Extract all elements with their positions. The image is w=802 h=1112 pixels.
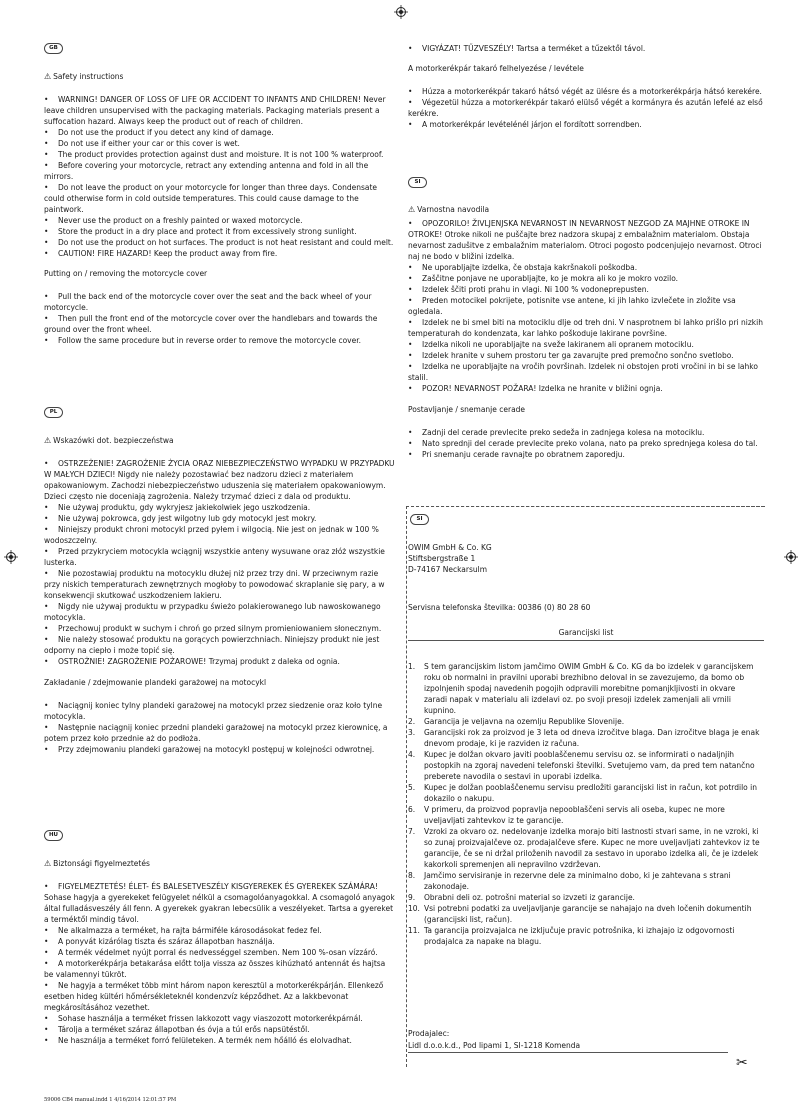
print-footer: 59006 CB4 manual.indd 1 4/16/2014 12:01:57 PM: [44, 1097, 177, 1103]
list-item: [44, 623, 396, 634]
list-item-text: Pull the back end of the motorcycle cover over the seat and the back wheel of your motorcycle.: [44, 292, 372, 312]
list-item: [44, 958, 396, 980]
list-item-text: POZOR! NEVARNOST POŽARA! Izdelka ne hranite v bližini ognja.: [422, 384, 663, 393]
guarantee-term: [408, 804, 760, 826]
bullet-icon: •: [44, 926, 49, 935]
list-item-text: Ne használja a terméket forró felületeken. A termék nem hőálló és elolvadhat.: [58, 1036, 352, 1045]
list-item: [44, 127, 396, 138]
bullet-icon: •: [44, 948, 49, 957]
bullet-icon: •: [408, 439, 413, 448]
language-badge-si-guarantee: SI: [410, 514, 429, 525]
list-item-text: Húzza a motorkerékpár takaró hátsó végét az ülésre és a motorkerékpárja hátsó kerekére.: [422, 87, 762, 96]
term-text: Vsi potrebni podatki za uveljavljanje garancije se nahajajo na dveh ločenih dokumentih (garancijski list, račun).: [424, 904, 752, 924]
list-item: [44, 237, 396, 248]
bullet-icon: •: [44, 292, 49, 301]
list-item-text: FIGYELMEZTETÉS! ÉLET- ÉS BALESETVESZÉLY KISGYEREKEK ÉS GYEREKEK SZÁMÁRA! Sohase hagyja a gyerekeket felügyelet nélkül a csomagolóanyagokkal. A csomagoló anyagok által fulladásveszély áll fenn. A gyerekek gyakran lebecsülik a veszélyeket. Tartsa a gyereket a terméktől mindig távol.: [44, 882, 395, 924]
term-text: S tem garancijskim listom jamčimo OWIM GmbH & Co. KG da bo izdelek v garancijskem roku ob normalni in pravilni uporabi brezhibno deloval in se zavezujemo, da bomo ob izpolnjenih spodaj navedenih pogojih odpravili morebitne pomanjkljivosti in okvare zaradi napak v materialu ali izdelavi oz. po svoji presoji izdelek zamenjali ali vrnili kupnino.: [424, 662, 754, 715]
si-putting-list: [408, 427, 764, 460]
term-number: 10.: [408, 904, 420, 913]
list-item: [44, 722, 396, 744]
pl-safety-list: [44, 458, 396, 667]
list-item: [408, 295, 764, 317]
list-item-text: Przechowuj produkt w suchym i chroń go przed silnym promieniowaniem słonecznym.: [58, 624, 382, 633]
bullet-icon: •: [44, 314, 49, 323]
list-item: [44, 215, 396, 226]
bullet-icon: •: [44, 249, 49, 258]
warning-icon: ⚠: [44, 859, 52, 868]
term-text: Garancija je veljavna na ozemlju Republike Slovenije.: [424, 717, 625, 726]
bullet-icon: •: [44, 139, 49, 148]
term-number: 8.: [408, 871, 416, 880]
list-item: [44, 925, 396, 936]
list-item: [44, 502, 396, 513]
hu-section: [44, 858, 396, 1046]
hu-safety-list: [44, 881, 396, 1046]
list-item-text: Nato sprednji del cerade prevlecite preko volana, nato pa preko sprednjega kolesa do tal.: [422, 439, 758, 448]
list-item: [44, 1013, 396, 1024]
bullet-icon: •: [44, 624, 49, 633]
registration-mark-right: [784, 549, 798, 563]
term-number: 4.: [408, 750, 416, 759]
bullet-icon: •: [44, 981, 49, 990]
language-badge-hu: HU: [44, 830, 63, 841]
bullet-icon: •: [44, 95, 49, 104]
bullet-icon: •: [44, 745, 49, 754]
guarantee-term: [408, 727, 760, 749]
bullet-icon: •: [408, 87, 413, 96]
bullet-icon: •: [44, 1025, 49, 1034]
gb-section: [44, 71, 396, 346]
scissors-icon: ✂: [736, 1055, 748, 1071]
pl-putting-title: Zakładanie / zdejmowanie plandeki garażowej na motocykl: [44, 678, 267, 687]
list-item-text: Przy zdejmowaniu plandeki garażowej na motocykl postępuj w kolejności odwrotnej.: [58, 745, 375, 754]
guarantee-term: [408, 870, 760, 892]
bullet-icon: •: [44, 183, 49, 192]
guarantee-title-underline: [408, 640, 764, 641]
guarantee-term: [408, 903, 760, 925]
list-item: [408, 339, 764, 350]
list-item-text: Ne hagyja a terméket több mint három napon keresztül a motorkerékpárján. Ellenkező esetben hideg kültéri hőmérsékleteknél kondenzvíz képződhet. Az a lakkbevonat megkárosításához vezethet.: [44, 981, 384, 1012]
list-item: [408, 273, 764, 284]
term-text: Vzroki za okvaro oz. nedelovanje izdelka morajo biti lastnosti stvari same, in ne vzroki, ki so zunaj proizvajalčeve oz. prodajalčeve sfere. Kupec ne more uveljavljati zahtevkov iz te garancije, če se ni držal priloženih navodil za sestavo in uporabo izdelka ali, če je izdelek kakorkoli spremenjen ali nepravilno vzdrževan.: [424, 827, 760, 869]
right-column: [408, 0, 764, 1090]
registration-mark-top: [394, 4, 408, 18]
bullet-icon: •: [408, 98, 413, 107]
service-phone: Servisna telefonska številka: 00386 (0) 80 28 60: [408, 603, 591, 612]
list-item: [44, 94, 396, 127]
list-item-text: A termék védelmet nyújt porral és nedvességgel szemben. Nem 100 %-osan vízzáró.: [58, 948, 378, 957]
hu-putting-title: A motorkerékpár takaró felhelyezése / levétele: [408, 64, 584, 73]
producer-label: Prodajalec:: [408, 1029, 450, 1038]
list-item-text: Never use the product on a freshly painted or waxed motorcycle.: [58, 216, 303, 225]
list-item: [44, 546, 396, 568]
guarantee-term: [408, 892, 760, 903]
bullet-icon: •: [44, 882, 49, 891]
bullet-icon: •: [408, 274, 413, 283]
list-item: [408, 449, 764, 460]
list-item-text: Izdelek hranite v suhem prostoru ter ga zavarujte pred premočno sončno svetlobo.: [422, 351, 734, 360]
registration-mark-left: [4, 549, 18, 563]
list-item-text: Before covering your motorcycle, retract any extending antenna and fold in all the mirrors.: [44, 161, 369, 181]
guarantee-terms-list: [408, 661, 760, 947]
si-putting-title: Postavljanje / snemanje cerade: [408, 405, 526, 414]
hu-continued: [408, 43, 764, 130]
bullet-icon: •: [44, 569, 49, 578]
bullet-icon: •: [408, 428, 413, 437]
list-item-text: Preden motocikel pokrijete, potisnite vse antene, ki jih lahko izvlečete in zložite vsa ogledala.: [408, 296, 736, 316]
guarantee-term: [408, 749, 760, 782]
list-item: [44, 291, 396, 313]
list-item-text: CAUTION! FIRE HAZARD! Keep the product away from fire.: [58, 249, 278, 258]
gb-safety-list: [44, 94, 396, 259]
producer-address: Lidl d.o.o.k.d., Pod lipami 1, SI-1218 Komenda: [408, 1041, 581, 1050]
list-item-text: Végezetül húzza a motorkerékpár takaró elülső végét a kormányra és azután lefelé az első kerékre.: [408, 98, 763, 118]
list-item: [44, 1024, 396, 1035]
list-item-text: Store the product in a dry place and protect it from excessively strong sunlight.: [58, 227, 357, 236]
list-item: [44, 513, 396, 524]
list-item: [44, 138, 396, 149]
bullet-icon: •: [44, 657, 49, 666]
list-item-text: Do not use the product if you detect any kind of damage.: [58, 128, 274, 137]
bullet-icon: •: [44, 937, 49, 946]
list-item-text: Przed przykryciem motocykla wciągnij wszystkie anteny wysuwane oraz złóż wszystkie lusterka.: [44, 547, 385, 567]
list-item: [408, 97, 764, 119]
term-text: Garancijski rok za proizvod je 3 leta od dneva izročitve blaga. Dan izročitve blaga je enak dnevom prodaje, ki je razviden iz računa.: [424, 728, 760, 748]
list-item: [44, 248, 396, 259]
list-item: [44, 335, 396, 346]
term-text: Kupec je dolžan okvaro javiti pooblaščenemu servisu oz. se informirati o nadaljnjih postopkih na zgoraj navedeni telefonski številki. Svetujemo vam, da pred tem natančno preberete navodila o sestavi in uporabi izdelka.: [424, 750, 755, 781]
bullet-icon: •: [44, 227, 49, 236]
bullet-icon: •: [44, 1036, 49, 1045]
list-item-text: Nigdy nie używaj produktu w przypadku świeżo polakierowanego lub nawoskowanego motocykla.: [44, 602, 381, 622]
list-item: [44, 947, 396, 958]
list-item: [408, 361, 764, 383]
term-number: 7.: [408, 827, 416, 836]
guarantee-term: [408, 925, 760, 947]
list-item: [408, 284, 764, 295]
bullet-icon: •: [408, 362, 413, 371]
language-badge-pl: PL: [44, 407, 63, 418]
list-item: [44, 160, 396, 182]
bullet-icon: •: [44, 723, 49, 732]
warning-icon: ⚠: [44, 436, 52, 445]
guarantee-term: [408, 782, 760, 804]
list-item: [44, 744, 396, 755]
bullet-icon: •: [44, 514, 49, 523]
list-item-text: A motorkerékpárja betakarása előtt tolja vissza az összes kihúzható antennát és hajtsa be valamennyi tükröt.: [44, 959, 386, 979]
warning-icon: ⚠: [44, 72, 52, 81]
list-item: [408, 438, 764, 449]
list-item-text: Nie używaj produktu, gdy wykryjesz jakiekolwiek jego uszkodzenia.: [58, 503, 311, 512]
bullet-icon: •: [44, 635, 49, 644]
list-item: [44, 568, 396, 601]
bullet-icon: •: [408, 318, 413, 327]
bullet-icon: •: [44, 602, 49, 611]
warning-icon: ⚠: [408, 205, 416, 214]
list-item: [408, 218, 764, 262]
pl-section: [44, 435, 396, 755]
list-item-text: Ne uporabljajte izdelka, če obstaja kakršnakoli poškodba.: [422, 263, 638, 272]
list-item: [44, 458, 396, 502]
term-number: 9.: [408, 893, 416, 902]
list-item: [44, 881, 396, 925]
bullet-icon: •: [408, 384, 413, 393]
si-safety-list: [408, 218, 764, 394]
bullet-icon: •: [408, 450, 413, 459]
term-number: 1.: [408, 662, 416, 671]
list-item-text: Zaščitne ponjave ne uporabljajte, ko je mokra ali ko je mokro vozilo.: [422, 274, 679, 283]
list-item-text: Ne alkalmazza a terméket, ha rajta bármiféle károsodásokat fedez fel.: [58, 926, 322, 935]
list-item: [44, 601, 396, 623]
bullet-icon: •: [44, 547, 49, 556]
bullet-icon: •: [44, 128, 49, 137]
list-item-text: Nie pozostawiaj produktu na motocyklu dłużej niż przez trzy dni. W przeciwnym razie przy niskich temperaturach zewnętrznych mogłoby to powodować skraplanie się pary, a w konsekwencji skutkować uszkodzeniem lakieru.: [44, 569, 385, 600]
bullet-icon: •: [408, 285, 413, 294]
bullet-icon: •: [44, 150, 49, 159]
guarantee-term: [408, 826, 760, 870]
list-item-text: A ponyvát kizárólag tiszta és száraz állapotban használja.: [58, 937, 275, 946]
list-item: [44, 700, 396, 722]
bullet-icon: •: [44, 701, 49, 710]
gb-safety-title: ⚠ Safety instructions: [44, 72, 124, 81]
list-item: [44, 936, 396, 947]
gb-putting-list: [44, 291, 396, 346]
company-city: D-74167 Neckarsulm: [408, 565, 488, 574]
term-number: 5.: [408, 783, 416, 792]
language-badge-si: SI: [408, 177, 427, 188]
pl-putting-list: [44, 700, 396, 755]
list-item: [408, 262, 764, 273]
term-number: 2.: [408, 717, 416, 726]
bullet-icon: •: [408, 351, 413, 360]
list-item: [44, 182, 396, 215]
company-name: OWIM GmbH & Co. KG: [408, 543, 492, 552]
list-item: [44, 149, 396, 160]
term-text: V primeru, da proizvod popravlja nepooblaščeni servis ali oseba, kupec ne more uveljavljati zahtevkov iz te garancije.: [424, 805, 725, 825]
list-item: [408, 119, 764, 130]
list-item: [44, 524, 396, 546]
list-item-text: Nie używaj pokrowca, gdy jest wilgotny lub gdy motocykl jest mokry.: [58, 514, 317, 523]
list-item: [44, 226, 396, 237]
list-item: [44, 1035, 396, 1046]
list-item-text: Zadnji del cerade prevlecite preko sedeža in zadnjega kolesa na motociklu.: [422, 428, 705, 437]
term-text: Jamčimo servisiranje in rezervne dele za minimalno dobo, ki je zahtevana s strani zakonodaje.: [424, 871, 731, 891]
bullet-icon: •: [44, 459, 49, 468]
list-item-text: Sohase használja a terméket frissen lakkozott vagy viaszozott motorkerékpárnál.: [58, 1014, 363, 1023]
producer-underline: [408, 1052, 728, 1053]
list-item: [44, 980, 396, 1013]
list-item-text: Izdelka nikoli ne uporabljajte na sveže lakiranem ali opranem motociklu.: [422, 340, 694, 349]
list-item-text: Nie należy stosować produktu na gorących powierzchniach. Niniejszy produkt nie jest odporny na ciepło i może topić się.: [44, 635, 380, 655]
list-item-text: Izdelek ne bi smel biti na motociklu dlje od treh dni. V nasprotnem bi lahko prišlo pri nizkih temperaturah do kondenzata, kar lahko poškoduje lakirane površine.: [408, 318, 763, 338]
term-text: Ta garancija proizvajalca ne izključuje pravic potrošnika, ki izhajajo iz odgovornosti prodajalca za napake na blagu.: [424, 926, 735, 946]
list-item-text: Następnie naciągnij koniec przedni plandeki garażowej na motocykl przez kierownicę, a potem przez koło przednie aż do podłoża.: [44, 723, 388, 743]
si-safety-title: ⚠ Varnostna navodila: [408, 205, 490, 214]
term-number: 3.: [408, 728, 416, 737]
bullet-icon: •: [44, 525, 49, 534]
guarantee-title: Garancijski list: [558, 628, 614, 637]
bullet-icon: •: [44, 161, 49, 170]
bullet-icon: •: [44, 959, 49, 968]
si-section: [408, 204, 764, 460]
list-item-text: WARNING! DANGER OF LOSS OF LIFE OR ACCIDENT TO INFANTS AND CHILDREN! Never leave children unsupervised with the packaging materials. Packaging materials present a suffocation hazard. Always keep the product out of reach of children.: [44, 95, 386, 126]
list-item: [408, 86, 764, 97]
hu-safety-title: ⚠ Biztonsági figyelmeztetés: [44, 859, 150, 868]
list-item-text: Tárolja a terméket száraz állapotban és óvja a túl erős napsütéstől.: [58, 1025, 310, 1034]
list-item-text: Naciągnij koniec tylny plandeki garażowej na motocykl przez siedzenie oraz koło tylne motocykla.: [44, 701, 383, 721]
left-column: [44, 0, 396, 1090]
list-item-text: Do not use if either your car or this cover is wet.: [58, 139, 240, 148]
list-item: [408, 383, 764, 394]
guarantee-card-top-border: [406, 506, 764, 507]
guarantee-address: [408, 542, 764, 575]
list-item-text: Follow the same procedure but in reverse order to remove the motorcycle cover.: [58, 336, 361, 345]
list-item-text: OPOZORILO! ŽIVLJENJSKA NEVARNOST IN NEVARNOST NEZGOD ZA MAJHNE OTROKE IN OTROKE! Otroke nikoli ne puščajte brez nadzora skupaj z embalažnim materialom. Obstaja nevarnost zadušitve z embalažnim materialom. Otroci pogosto podcenjujejo nevarnost. Otroci naj ne bodo v bližini izdelka.: [408, 219, 762, 261]
term-text: Obrabni deli oz. potrošni material so izvzeti iz garancije.: [424, 893, 635, 902]
bullet-icon: •: [44, 216, 49, 225]
list-item-text: OSTRZEŻENIE! ZAGROŻENIE ŻYCIA ORAZ NIEBEZPIECZEŃSTWO WYPADKU W PRZYPADKU W MAŁYCH DZIECI! Nigdy nie należy pozostawiać bez nadzoru dzieci z materiałem opakowaniowym. Zachodzi niebezpieczeństwo uduszenia się materiałem opakowaniowym. Dzieci często nie doceniają zagrożenia. Należy trzymać dzieci z dala od produktu.: [44, 459, 395, 501]
gb-putting-title: Putting on / removing the motorcycle cover: [44, 269, 208, 278]
list-item: [44, 656, 396, 667]
language-badge-gb: GB: [44, 43, 63, 54]
term-number: 11.: [408, 926, 420, 935]
term-text: Kupec je dolžan pooblaščenemu servisu predložiti garancijski list in račun, kot potrdilo in dokazilo o nakupu.: [424, 783, 757, 803]
list-item-text: Do not leave the product on your motorcycle for longer than three days. Condensate could otherwise form in cold outside temperatures. This could cause damage to the paintwork.: [44, 183, 378, 214]
bullet-icon: •: [408, 296, 413, 305]
bullet-icon: •: [44, 1014, 49, 1023]
list-item: [44, 634, 396, 656]
list-item: [408, 317, 764, 339]
list-item-text: Then pull the front end of the motorcycle cover over the handlebars and towards the ground over the front wheel.: [44, 314, 378, 334]
list-item-text: Izdelka ne uporabljajte na vročih površinah. Izdelek ni obstojen proti vročini in bi se lahko stalil.: [408, 362, 758, 382]
list-item: • VIGYÁZAT! TŰZVESZÉLY! Tartsa a terméket a tűzektől távol.: [408, 44, 646, 53]
list-item-text: The product provides protection against dust and moisture. It is not 100 % waterproof.: [58, 150, 384, 159]
list-item-text: Pri snemanju cerade ravnajte po obratnem zaporedju.: [422, 450, 625, 459]
list-item-text: A motorkerékpár levételénél járjon el fordított sorrendben.: [422, 120, 642, 129]
list-item: [408, 350, 764, 361]
guarantee-term: [408, 716, 760, 727]
list-item: [408, 427, 764, 438]
list-item-text: Niniejszy produkt chroni motocykl przed pyłem i wilgocią. Nie jest on jednak w 100 % wodoszczelny.: [44, 525, 379, 545]
company-street: Stiftsbergstraße 1: [408, 554, 476, 563]
bullet-icon: •: [44, 238, 49, 247]
guarantee-term: [408, 661, 760, 716]
bullet-icon: •: [408, 219, 413, 228]
bullet-icon: •: [408, 340, 413, 349]
bullet-icon: •: [408, 120, 413, 129]
term-number: 6.: [408, 805, 416, 814]
bullet-icon: •: [44, 503, 49, 512]
hu-putting-list: [408, 86, 764, 130]
list-item-text: Izdelek ščiti proti prahu in vlagi. Ni 100 % vodoneprepusten.: [422, 285, 649, 294]
bullet-icon: •: [44, 336, 49, 345]
list-item-text: Do not use the product on hot surfaces. The product is not heat resistant and could melt.: [58, 238, 394, 247]
pl-safety-title: ⚠ Wskazówki dot. bezpieczeństwa: [44, 436, 174, 445]
bullet-icon: •: [408, 263, 413, 272]
hu-fire-list: [408, 43, 764, 54]
list-item: [44, 313, 396, 335]
list-item-text: OSTROŻNIE! ZAGROŻENIE POŻAROWE! Trzymaj produkt z daleka od ognia.: [58, 657, 340, 666]
